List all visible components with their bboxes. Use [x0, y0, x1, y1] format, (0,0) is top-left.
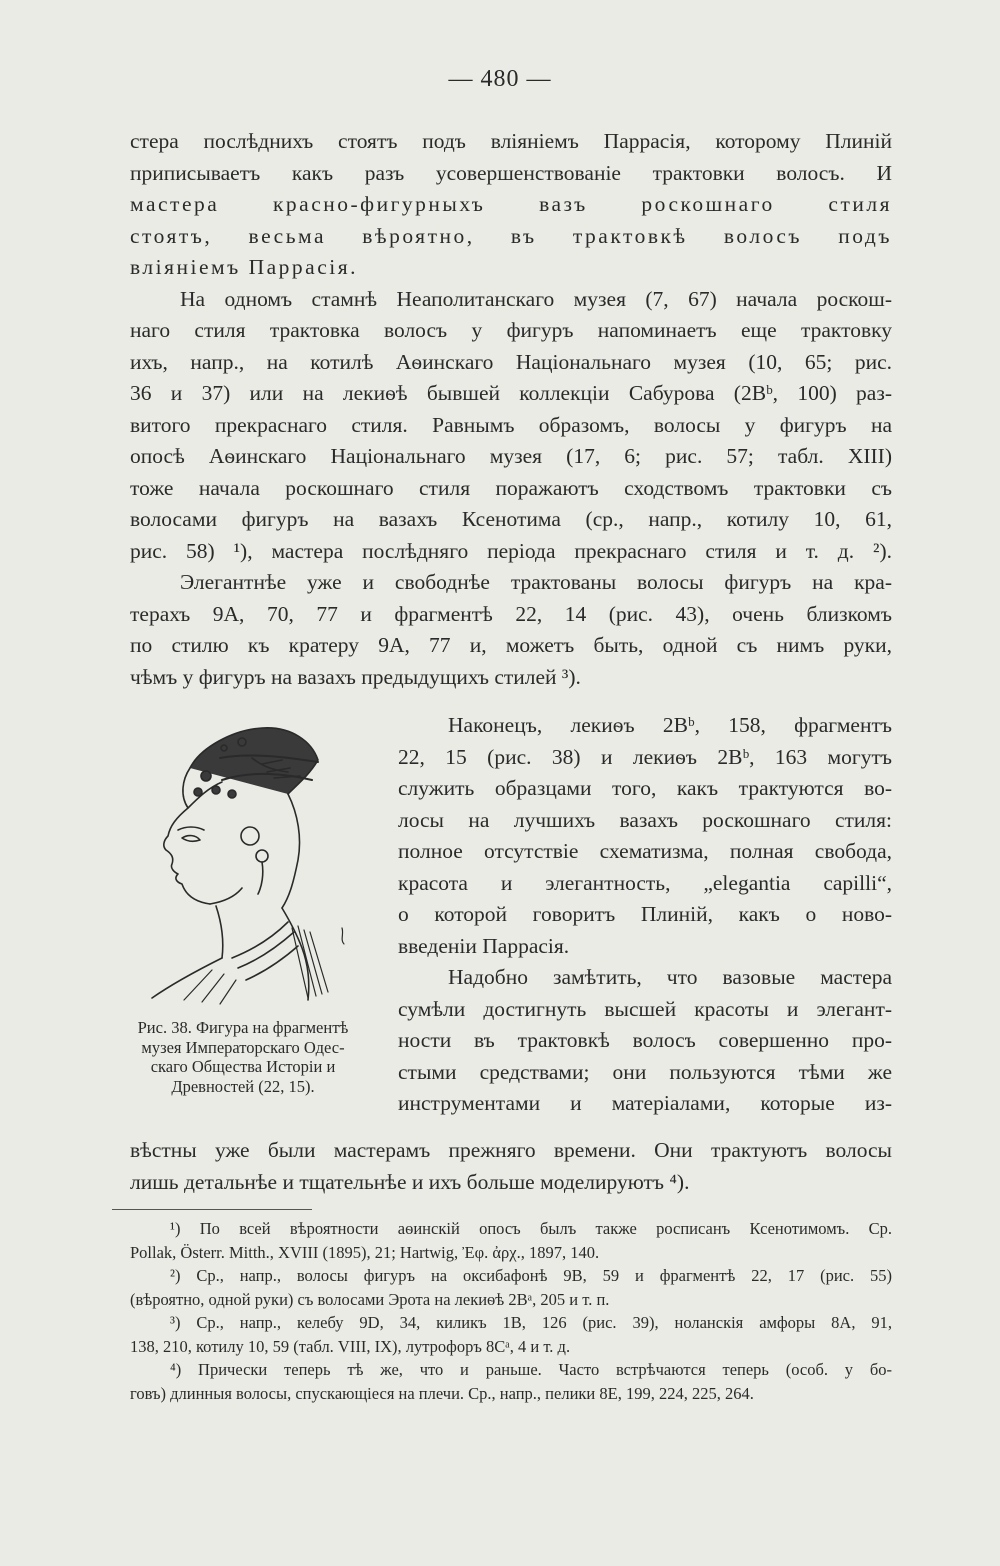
body-text-bottom	[130, 1135, 892, 1198]
text-line: стоятъ, весьма вѣроятно, въ трактовкѣ волосъ подъ	[130, 223, 892, 248]
text-line: ности въ трактовкѣ волосъ совершенно про-	[398, 1028, 892, 1052]
text-line: наго стиля трактовка волосъ у фигуръ напоминаетъ еще трактовку	[130, 318, 892, 342]
text-line: сумѣли достигнуть высшей красоты и элегант-	[398, 996, 892, 1021]
text-line: служить образцами того, какъ трактуются во-	[398, 776, 892, 800]
text-line: Надобно замѣтить, что вазовые мастера	[448, 965, 892, 989]
text-line: чѣмъ у фигуръ на вазахъ предыдущихъ стилей ³).	[130, 664, 581, 689]
caption-line: скаго Общества Исторіи и	[150, 1057, 336, 1076]
footnote-line: ¹) По всей вѣроятности аѳинскій опосъ былъ также росписанъ Ксенотимомъ. Ср.	[170, 1219, 892, 1238]
text-line: Элегантнѣе уже и свободнѣе трактованы волосы фигуръ на кра-	[180, 570, 892, 594]
text-line: вліяніемъ Паррасія.	[130, 255, 358, 279]
footnote-line: ³) Ср., напр., келебу 9D, 34, киликъ 1B, 126 (рис. 39), ноланскія амфоры 8A, 91,	[170, 1313, 892, 1332]
text-line: опосѣ Аѳинскаго Національнаго музея (17, 6; рис. 57; табл. XIII)	[130, 444, 892, 468]
text-line: вѣстны уже были мастерамъ прежняго времени. Они трактуютъ волосы	[130, 1138, 892, 1162]
footnotes	[130, 1217, 892, 1405]
figure-caption	[112, 1018, 374, 1096]
text-line: полное отсутствіе схематизма, полная свобода,	[398, 839, 892, 863]
text-line: 22, 15 (рис. 38) и лекиѳъ 2Bᵇ, 163 могутъ	[398, 744, 892, 769]
text-line: волосами фигуръ на вазахъ Ксенотима (ср., напр., котилу 10, 61,	[130, 507, 892, 531]
text-line: рис. 58) ¹), мастера послѣдняго періода прекраснаго стиля и т. д. ²).	[130, 538, 892, 563]
text-line: витого прекраснаго стиля. Равнымъ образомъ, волосы у фигуръ на	[130, 412, 892, 437]
footnote-line: ²) Ср., напр., волосы фигуръ на оксибафонѣ 9B, 59 и фрагментѣ 22, 17 (рис. 55)	[170, 1266, 892, 1285]
text-line: лосы на лучшихъ вазахъ роскошнаго стиля:	[398, 807, 892, 832]
caption-line: Древностей (22, 15).	[171, 1076, 315, 1096]
footnote-line: (вѣроятно, одной руки) съ волосами Эрота на лекиѳѣ 2Bᵃ, 205 и т. п.	[130, 1289, 610, 1309]
text-line: по стилю къ кратеру 9A, 77 и, можетъ быть, одной съ нимъ руки,	[130, 633, 892, 657]
footnote-line: 138, 210, котилу 10, 59 (табл. VIII, IX), лутрофоръ 8Cᵃ, 4 и т. д.	[130, 1336, 571, 1356]
text-line: красота и элегантность, „elegantia capilli“,	[398, 870, 892, 895]
text-line: 36 и 37) или на лекиѳѣ бывшей коллекціи Сабурова (2Bᵇ, 100) раз-	[130, 381, 892, 405]
footnote-line: ⁴) Прически теперь тѣ же, что и раньше. Часто встрѣчаются теперь (особ. у бо-	[170, 1360, 892, 1379]
text-line: Наконецъ, лекиѳъ 2Bᵇ, 158, фрагментъ	[448, 713, 892, 737]
text-line: мастера красно-фигурныхъ вазъ роскошнаго стиля	[130, 192, 892, 216]
text-line: ихъ, напр., на котилѣ Аѳинскаго Національнаго музея (10, 65; рис.	[130, 349, 892, 374]
text-line: инструментами и матеріалами, которые из-	[398, 1091, 892, 1115]
text-line: стера послѣднихъ стоятъ подъ вліяніемъ Паррасія, которому Плиній	[130, 129, 892, 153]
text-line: о которой говоритъ Плиній, какъ о ново-	[398, 902, 892, 926]
footnote-line: говъ) длинныя волосы, спускающіеся на плечи. Ср., напр., пелики 8E, 199, 224, 225, 264.	[130, 1383, 754, 1403]
footnote-line: Pollak, Österr. Mitth., XVIII (1895), 21; Hartwig, Ἐφ. ἀρχ., 1897, 140.	[130, 1242, 600, 1262]
page-number: — 480 —	[448, 66, 552, 92]
woman-profile-drawing	[112, 718, 384, 1008]
text-line: лишь детальнѣе и тщательнѣе и ихъ больше моделируютъ ⁴).	[130, 1169, 690, 1194]
text-line: стыми средствами; они пользуются тѣми же	[398, 1059, 892, 1084]
text-line: введеніи Паррасія.	[398, 933, 570, 958]
text-line: тоже начала роскошнаго стиля поражаютъ сходствомъ трактовки съ	[130, 475, 892, 500]
text-line: На одномъ стамнѣ Неаполитанскаго музея (7, 67) начала роскош-	[180, 286, 892, 311]
body-text-right-column	[398, 710, 892, 1120]
text-line: приписываетъ какъ разъ усовершенствованіе трактовки волосъ. И	[130, 160, 892, 185]
caption-line: музея Императорскаго Одес-	[141, 1037, 345, 1057]
figure-38-illustration	[112, 718, 384, 1008]
text-line: терахъ 9A, 70, 77 и фрагментѣ 22, 14 (рис. 43), очень близкомъ	[130, 601, 892, 626]
body-text-top	[130, 126, 892, 693]
caption-line: Рис. 38. Фигура на фрагментѣ	[137, 1018, 349, 1037]
footnote-divider	[112, 1209, 312, 1210]
